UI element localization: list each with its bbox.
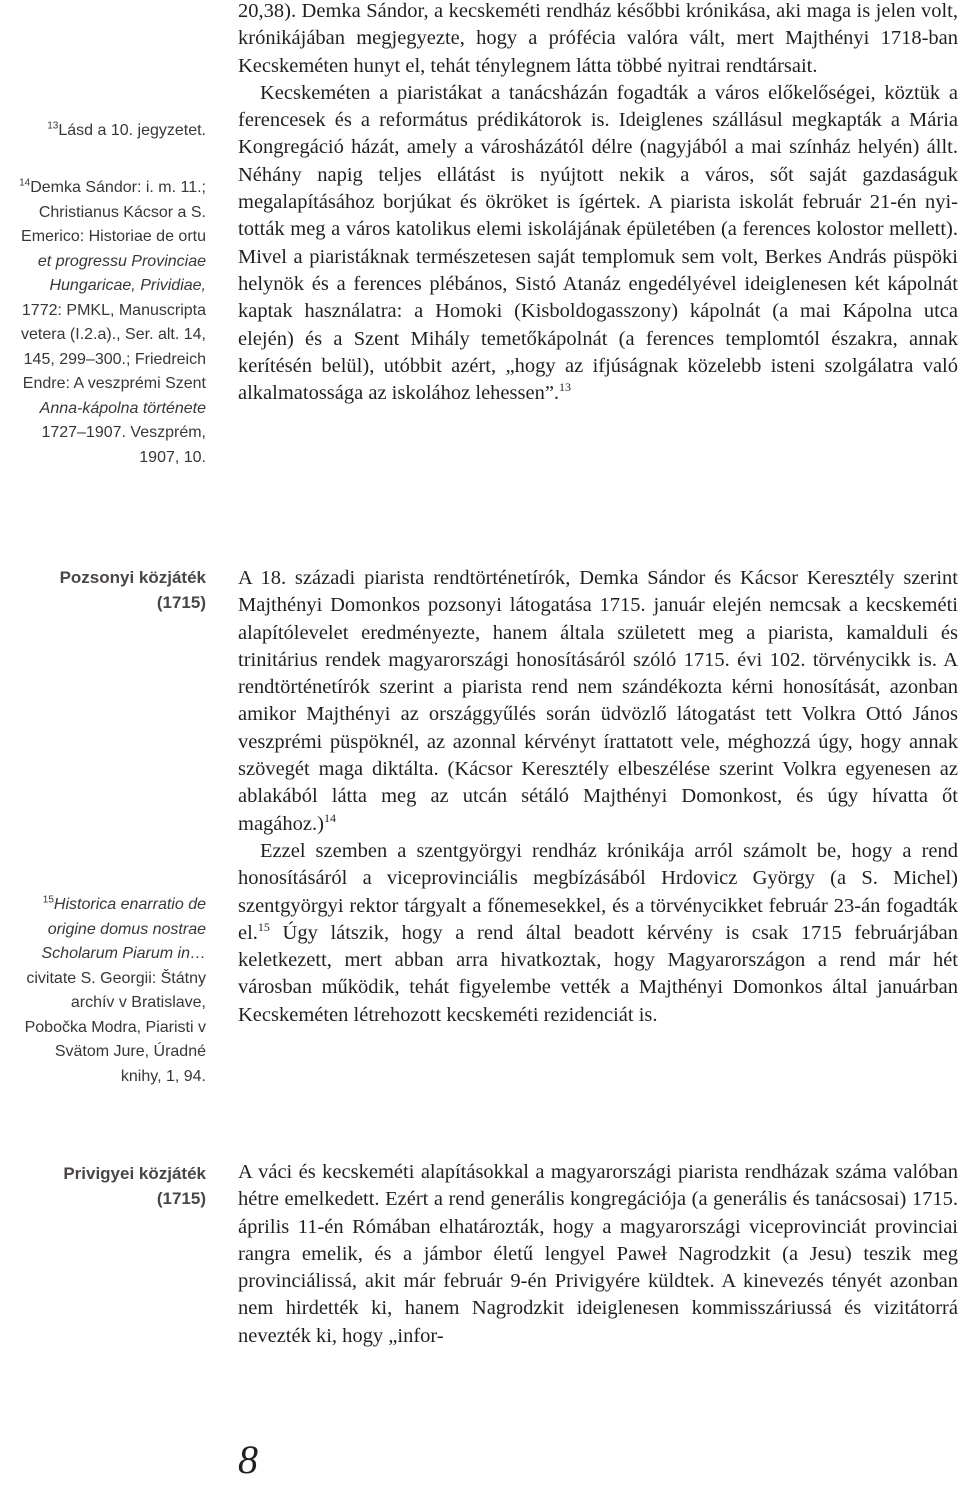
paragraph: A váci és kecskeméti alapításokkal a magyarországi piarista rendházak száma valóban hétre emelkedett. Ezért a rend generális kongregációja (a generális és tanácsosai) 1715. április 11-én Rómában elhatározták, hogy a magyarországi viceprovinciát provinciai rangra emelik, és a jámbor életű lengyel Paweł Nagrodzkit (a Jesu) teszik meg provinciálissá, akit már február 9-én Privigyére küldtek. A kinevezés tényét azonban nem hirdették ki, hanem Nagrodzkit ideiglenesen kommisszáriussá és vizitátorrá nevezték ki, hogy „infor-	[238, 1161, 958, 1347]
footnote-13	[0, 119, 206, 144]
sidebar-notes	[0, 0, 212, 1485]
footnote-14-line: 1772: PMKL, Manuscripta	[21, 301, 206, 319]
text-block-privigye	[238, 1159, 958, 1350]
footnote-14-line: Demka Sándor: i. m. 11.;	[30, 179, 206, 196]
text-block-pozsony	[238, 565, 958, 1029]
footnote-13-number: 13	[47, 120, 59, 132]
footnote-15-number: 15	[42, 894, 54, 906]
footnote-14-line: Endre: A veszprémi Szent	[22, 375, 206, 392]
footnote-15-line: Svätom Jure, Úradné	[54, 1043, 206, 1060]
footnote-ref-13: 13	[559, 380, 572, 395]
paragraph: Ezzel szemben a szentgyörgyi rendház krónikája arról számolt be, hogy a rend honosításáról a viceprovinciális megbízásából Hrdovicz György (a S. Michel) szentgyörgyi rektor tárgyalt a főnemesekkel, és a törvénycikket február 23-án fogadták el.$^{15}$ Úgy látszik, hogy a rend által beadott kérvény is csak 1715 februárjában keletkezett, mert abban arra hivatkoztak, hogy Magyarországon a rend már hét városban működik, tehát figyelembe vették a Majthényi Domonkos által januárban Kecskeméten létrehozott kecskeméti rezidenciát is.	[238, 839, 958, 1026]
footnote-15-line: origine domus nostrae	[47, 920, 206, 938]
footnote-13-text: Lásd a 10. jegyzetet.	[58, 122, 206, 139]
section-heading-privigye: Privigyei közjáték (1715)	[63, 1164, 206, 1208]
page-number: 8	[238, 1437, 258, 1482]
footnote-14-line: Emerico: Historiae de ortu	[21, 228, 206, 245]
footnote-15-line: archív v Bratislave,	[70, 994, 206, 1011]
paragraph: Kecskeméten a piaristákat a tanácsházán fogadták a város előkelőségei, köztük a ferencesek és a református prédikátorok is. Ideiglenes szállásul megkapták a Mária Kongregáció házát, amely a városházától délre (nagyjából a mai színház helyén) állt. Néhány napig teljes ellátást is nyújtott nekik a város, sőt saját gazdaságuk megalapításához borjúkat és ökröket is ígértek. A piarista iskolát február 21-én nyitották meg a város katolikus elemi iskolájának épületében (a ferences kolostor mellett). Mivel a piaristáknak természetesen saját templomuk sem volt, Berkes András püspöki helynök és a ferences plébános, Sistó Atanáz engedélyével ideiglenesen két kápolnát kaptak használatra: a Homoki (Kisboldogasszony) kápolnát (a mai Kápolna utca elején) és a Szent Mihály temetőkápolnát (a ferences templomtól északra, annak kerítésén belül), utóbbit azért, „hogy az ifjúságnak közelebb isteni szolgálatra való alkalmatossága az iskolához lehessen”.$^{13}$	[238, 81, 958, 405]
section-heading-pozsony: Pozsonyi közjáték (1715)	[59, 568, 206, 612]
footnote-14-line: Anna-kápolna története	[39, 399, 206, 417]
footnote-ref-14: 14	[323, 810, 336, 825]
footnote-15	[0, 893, 206, 1089]
footnote-14-line: 1727–1907. Veszprém,	[41, 424, 206, 441]
footnote-14-line: et progressu Provinciae	[37, 252, 206, 270]
text-block-kecskemet	[238, 0, 958, 407]
footnote-14-line: vetera (I.2.a)., Ser. alt. 14,	[21, 326, 206, 343]
footnote-ref-15: 15	[257, 920, 270, 935]
footnote-15-line: civitate S. Georgii: Štátny	[26, 969, 206, 987]
footnote-14-number: 14	[19, 177, 31, 189]
paragraph: 20,38). Demka Sándor, a kecskeméti rendház későbbi krónikása, aki maga is jelen volt, krónikájában megjegyezte, hogy a prófécia valóra vált, mert Majthényi 1718-ban Kecskeméten hunyt el, tehát ténylegnem látta többé nyitrai rendtársait.	[238, 0, 958, 77]
footnote-15-line: Scholarum Piarum in…	[41, 945, 206, 962]
footnote-14-line: Christianus Kácsor a S.	[38, 203, 206, 221]
footnote-14-line: Hungaricae, Prividiae,	[49, 277, 206, 294]
paragraph: A 18. századi piarista rendtörténetírók, Demka Sándor és Kácsor Keresztély szerint Majthényi Domonkos pozsonyi látogatása 1715. január elején nemcsak a kecskeméti alapítólevelet eredményezte, hanem általa született meg a piarista, kamalduli és trinitárius rendek magyarországi honosításáról szóló 1715. évi 102. törvénycikk is. A rendtörténetírók szerint a piarista rend nem szándékozta kérni honosítását, azonban amikor Majthényi az országgyűlés során üdvözlő látogatást tett Volkra Ottó János veszprémi püspöknél, az azonnal kérvényt írattatott vele, méghozzá úgy, hogy annak szövegét maga diktálta. (Kácsor Keresztély elbeszélése szerint Volkra egyenesen az ablakából látta meg az utcán sétáló Majthényi Domonkost, és úgy hívatta őt magához.)$^{14}$	[238, 567, 958, 835]
footnote-15-line: Historica enarratio de	[53, 896, 206, 913]
footnote-15-line: Pobočka Modra, Piaristi v	[24, 1018, 206, 1036]
footnote-14-line: 145, 299–300.; Friedreich	[23, 350, 206, 368]
footnote-15-line: knihy, 1, 94.	[120, 1067, 206, 1085]
footnote-14-line: 1907, 10.	[139, 448, 206, 466]
footnote-14	[0, 176, 206, 470]
